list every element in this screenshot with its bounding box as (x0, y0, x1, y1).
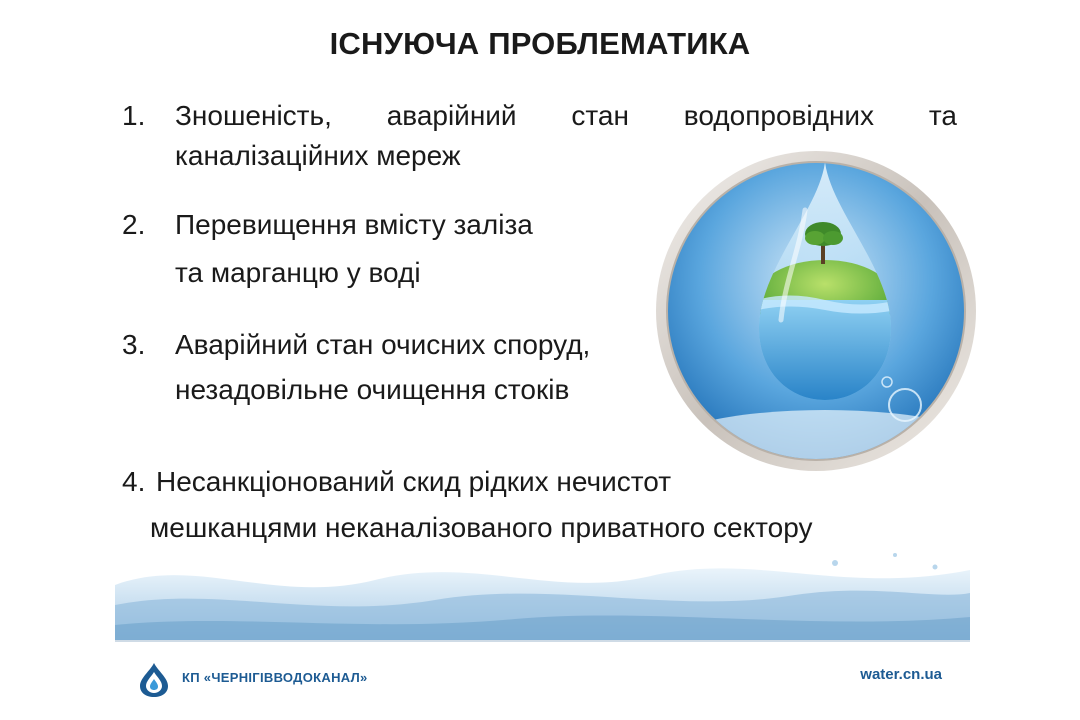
water-drop-illustration (655, 150, 977, 472)
word: стан (571, 100, 629, 131)
item-line-2: мешканцями неканалізованого приватного сектору (150, 512, 813, 543)
item-line-1 (175, 96, 957, 136)
website-url: water.cn.ua (860, 666, 942, 683)
item-number: 3. (122, 329, 146, 360)
word: Зношеність, (175, 100, 332, 131)
item-line-1: Несанкціонований скид рідких нечистот (156, 466, 672, 497)
water-splash-decoration (115, 545, 970, 645)
word: водопровідних (683, 100, 875, 131)
item-number: 1. (122, 100, 146, 131)
item-line-1: Аварійний стан очисних споруд, (175, 329, 591, 360)
item-line-2: незадовільне очищення стоків (175, 374, 570, 405)
item-line-2: та марганцю у воді (175, 257, 421, 288)
word: аварійний (386, 100, 517, 131)
water-drop-logo-icon (138, 662, 170, 698)
word: та (928, 100, 957, 131)
item-number: 4. (122, 466, 146, 497)
item-line-2: каналізаційних мереж (175, 140, 461, 171)
organization-name: КП «ЧЕРНІГІВВОДОКАНАЛ» (182, 670, 368, 685)
slide-title: ІСНУЮЧА ПРОБЛЕМАТИКА (329, 26, 751, 61)
footer-divider (115, 640, 970, 642)
item-line-1: Перевищення вмісту заліза (175, 209, 533, 240)
item-number: 2. (122, 209, 146, 240)
